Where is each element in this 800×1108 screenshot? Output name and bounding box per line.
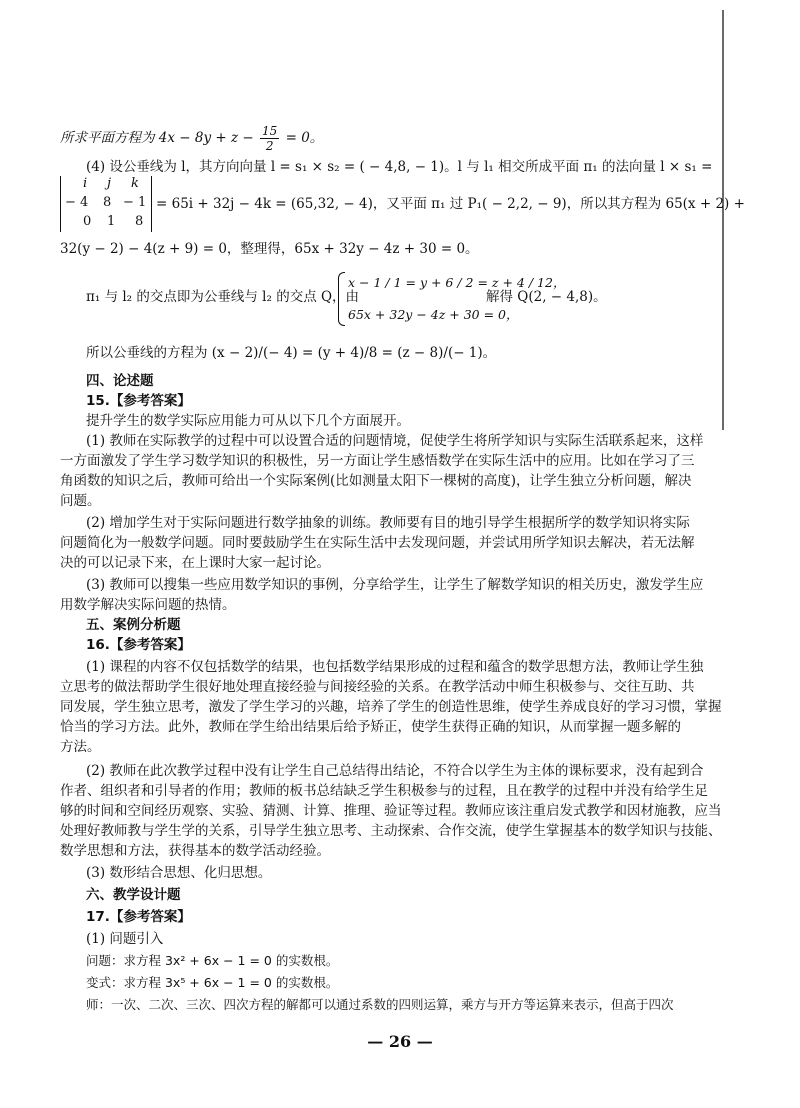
paragraph-line: (2) 教师在此次教学过程中没有让学生自己总结得出结论，不符合以学生为主体的课标要求，没有起到合 [86,763,704,779]
plane-pi1-equation: 32(y − 2) − 4(z + 9) = 0，整理得，65x + 32y − 4z + 30 = 0。 [60,241,479,257]
paragraph-line: (1) 课程的内容不仅包括数学的结果，也包括数学结果形成的过程和蕴含的数学思想方法，教师让学生独 [86,659,704,675]
system-eq-2: 65x + 32y − 4z + 30 = 0， [348,307,519,322]
paragraph-line: 决的可以记录下来，在上课时大家一起讨论。 [60,555,330,571]
variant-line: 变式：求方程 3x⁵ + 6x − 1 = 0 的实数根。 [86,975,339,990]
section-heading-4: 四、论述题 [86,373,154,389]
paragraph-line: 同发展，学生独立思考，激发了学生学习的兴趣，培养了学生的创造性思维，使学生养成良好的学习习惯，掌握 [60,699,722,715]
scan-margin-line [722,10,724,430]
plane-equation-line: 所求平面方程为 4x − 8y + z − $\frac{15}{2}$ = 0。 [60,124,324,153]
paragraph-line: (3) 教师可以搜集一些应用数学知识的事例，分享给学生，让学生了解数学知识的相关历史，激发学生应 [86,577,704,593]
section-heading-5: 五、案例分析题 [86,617,181,633]
paragraph-line: 够的时间和空间经历观察、实验、猜测、计算、推理、验证等过程。教师应该注重启发式教学和因材施教，应当 [60,803,722,819]
answer-heading-17: 17.【参考答案】 [86,909,191,925]
common-perpendicular-equation: 所以公垂线的方程为 (x − 2)/(− 4) = (y + 4)/8 = (z − 8)/(− 1)。 [86,345,497,361]
system-brace [338,272,345,326]
paragraph-line: 问题。 [60,493,101,509]
paragraph-line: 问题简化为一般数学问题。同时要鼓励学生在实际生活中去发现问题，并尝试用所学知识去解决，若无法解 [60,535,695,551]
determinant-result: = 65i + 32j − 4k = (65,32, − 4)，又平面 π₁ 过 P₁( − 2,2, − 9)，所以其方程为 65(x + 2) + [156,196,745,212]
determinant: i j k − 4 8 − 1 0 1 8 [60,176,152,232]
paragraph-line: 数学思想和方法，获得基本的数学活动经验。 [60,843,330,859]
paragraph-line: (3) 数形结合思想、化归思想。 [86,865,272,881]
paragraph-line: 恰当的学习方法。此外，教师在学生给出结果后给予矫正，使学生获得正确的知识，从而掌握一题多解的 [60,719,681,735]
teacher-line: 师：一次、二次、三次、四次方程的解都可以通过系数的四则运算，乘方与开方等运算来表示，但高于四次 [86,997,674,1012]
part4-text: (4) 设公垂线为 l，其方向向量 l = s₁ × s₂ = ( − 4,8, − 1)。l 与 l₁ 相交所成平面 π₁ 的法向量 l × s₁ = [86,159,713,175]
section-heading-6: 六、教学设计题 [86,887,181,903]
plane-equation-text: 所求平面方程为 4x − 8y + z − [60,130,254,146]
answer-heading-16: 16.【参考答案】 [86,637,191,653]
paragraph-line: 用数学解决实际问题的热情。 [60,597,236,613]
paragraph-line: (1) 教师在实际教学的过程中可以设置合适的问题情境，促使学生将所学知识与实际生活联系起来，这样 [86,433,704,449]
solution-q: 解得 Q(2, − 4,8)。 [486,289,607,305]
page-number: — 26 — [367,1032,433,1051]
system-eq-1: x − 1 / 1 = y + 6 / 2 = z + 4 / 12， [348,275,566,290]
paragraph-line: 立思考的做法帮助学生很好地处理直接经验与间接经验的关系。在教学活动中师生积极参与、交往互助、共 [60,679,695,695]
paragraph-line: 方法。 [60,739,101,755]
paragraph-line: 角函数的知识之后，教师可给出一个实际案例(比如测量太阳下一棵树的高度)，让学生独立分析问题，解决 [60,473,692,489]
problem-line: 问题：求方程 3x² + 6x − 1 = 0 的实数根。 [86,953,339,968]
fraction-15-over-2: $\frac{15}{2}$ [262,124,278,153]
paragraph-line: (2) 增加学生对于实际问题进行数学抽象的训练。教师要有目的地引导学生根据所学的数学知识将实际 [86,515,690,531]
paragraph: 提升学生的数学实际应用能力可从以下几个方面展开。 [86,413,410,429]
paragraph-line: 处理好教师教与学生学的关系，引导学生独立思考、主动探索、合作交流，使学生掌握基本的数学知识与技能、 [60,823,722,839]
intersection-text: π₁ 与 l₂ 的交点即为公垂线与 l₂ 的交点 Q，由 [86,289,360,305]
paragraph-line: 作者、组织者和引导者的作用；教师的板书总结缺乏学生积极参与的过程，且在教学的过程中并没有给学生足 [60,783,708,799]
paragraph-line: 一方面激发了学生学习数学知识的积极性，另一方面让学生感悟数学在实际生活中的应用。比如在学习了三 [60,453,695,469]
paragraph-line: (1) 问题引入 [86,931,164,947]
answer-heading-15: 15.【参考答案】 [86,393,191,409]
